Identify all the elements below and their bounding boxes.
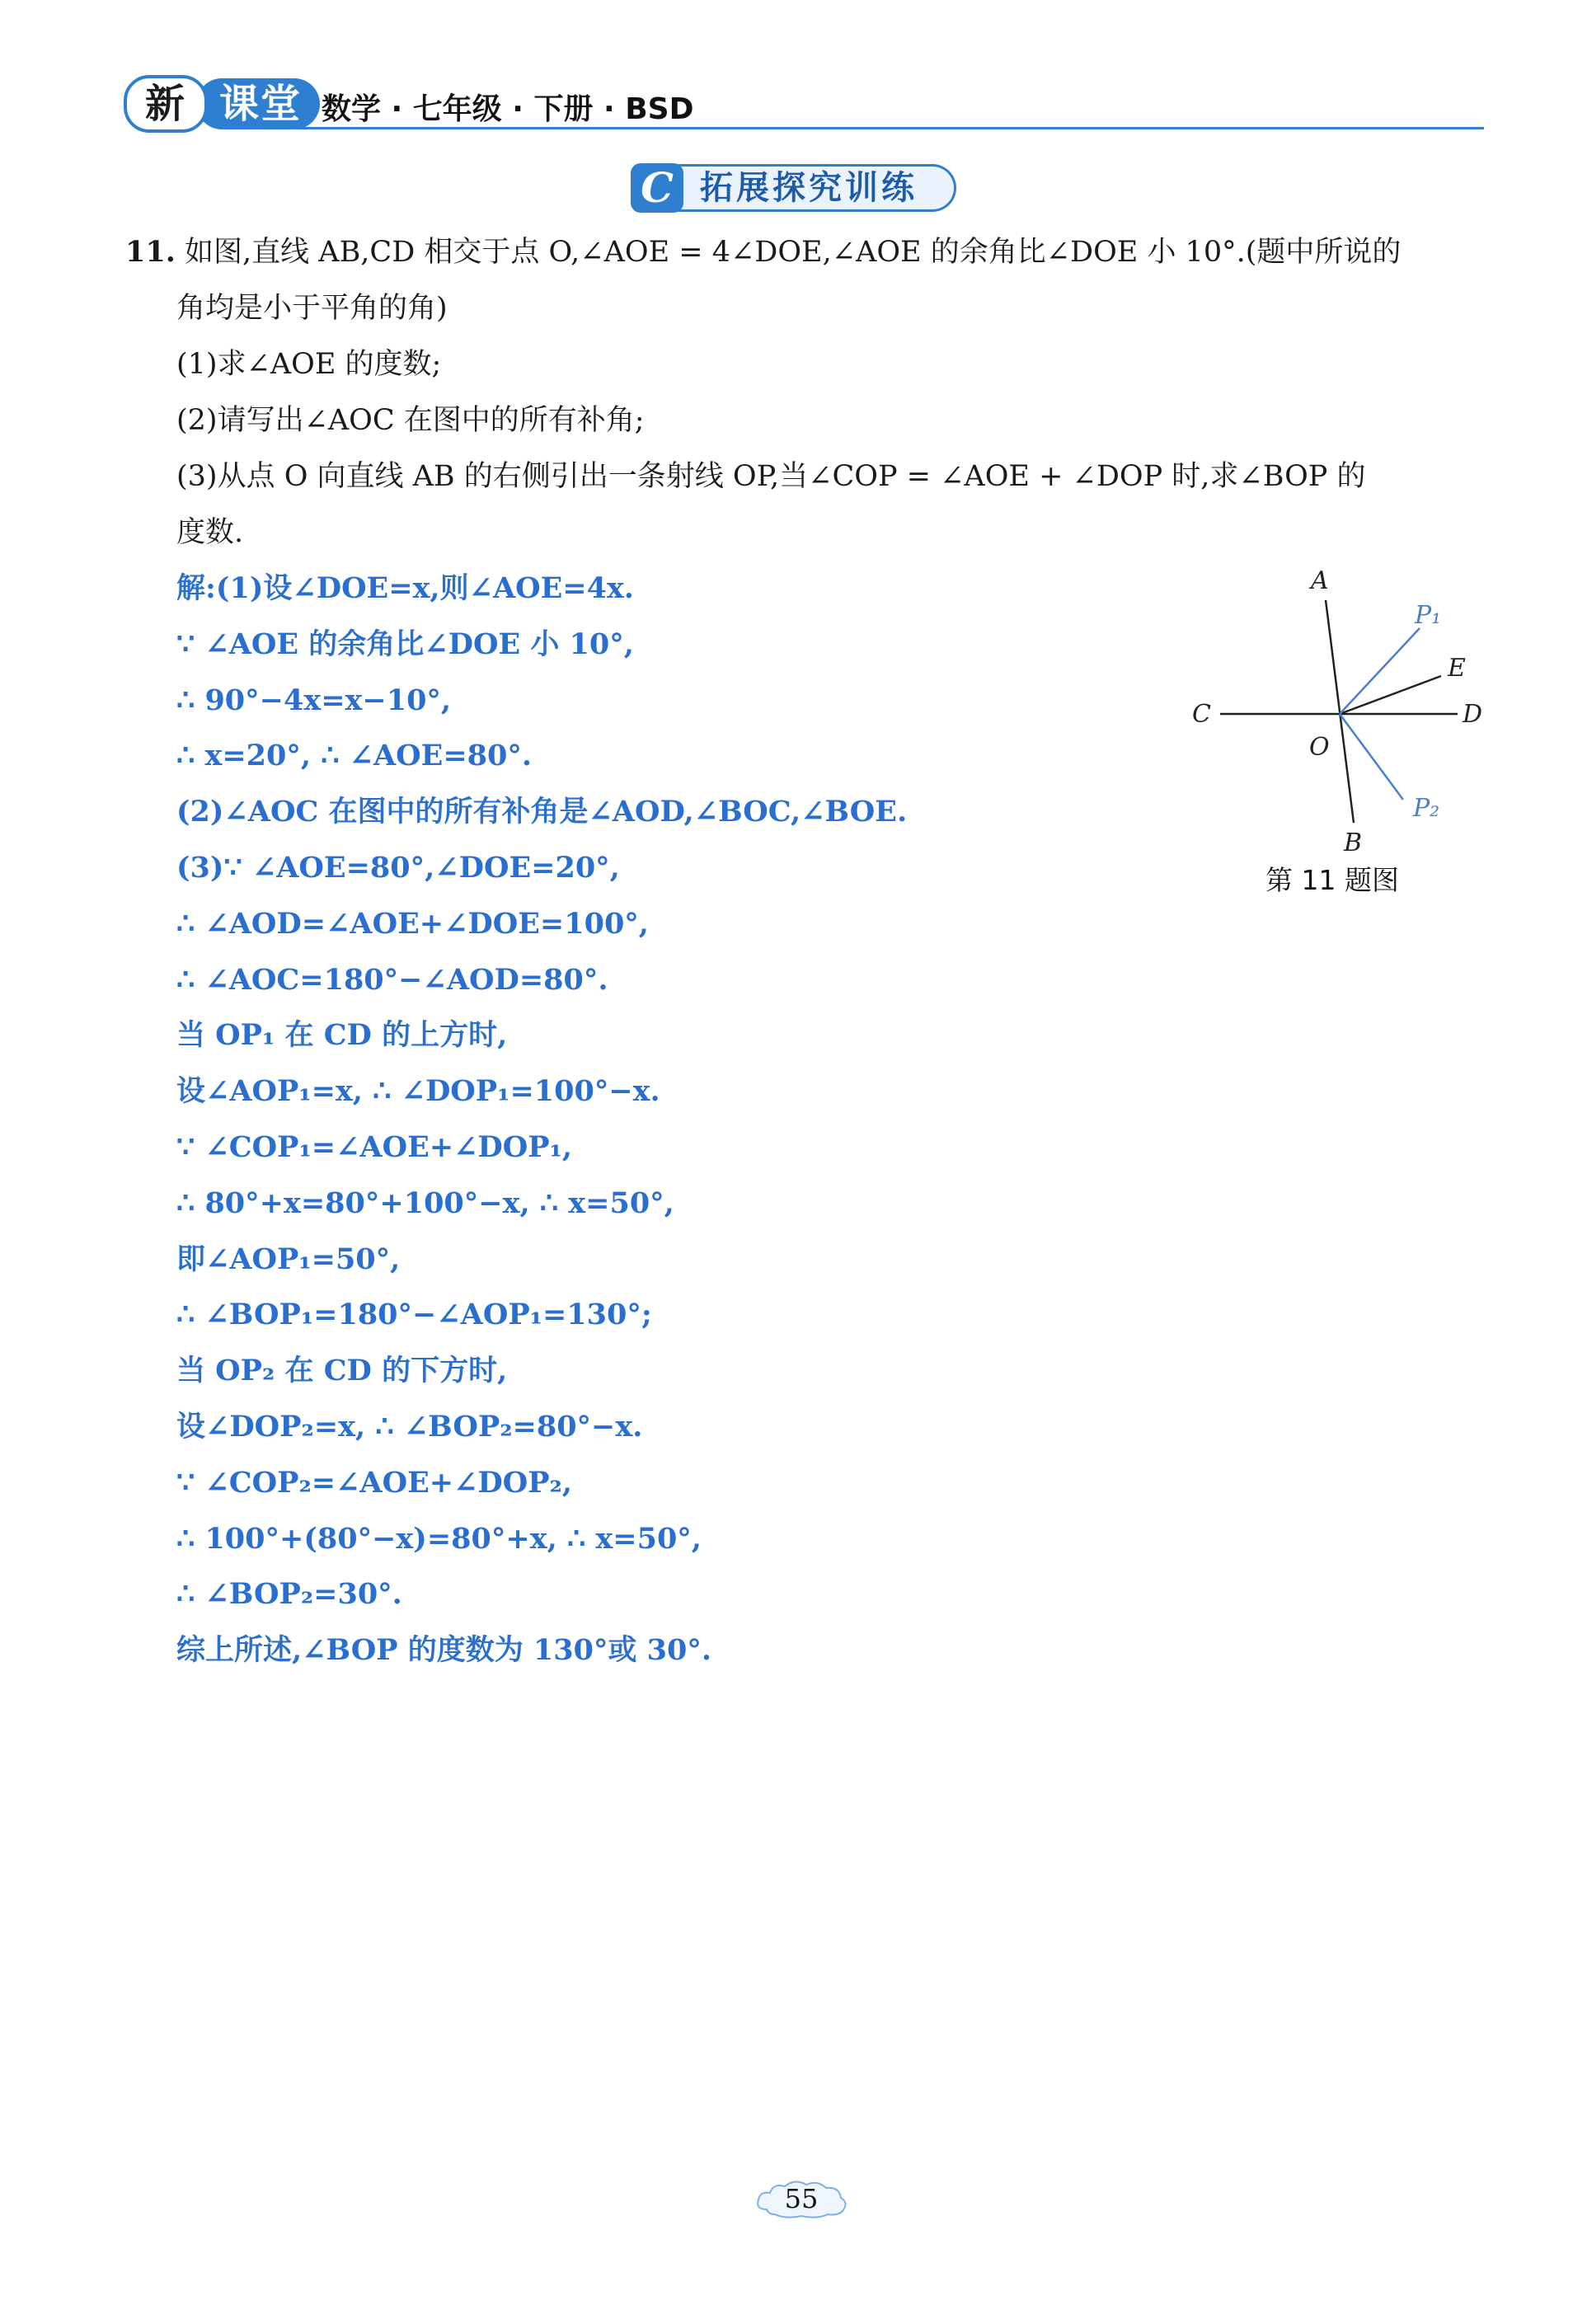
label-d: D — [1463, 700, 1483, 729]
brand-logo — [124, 71, 320, 137]
problem-part-3: (3)从点 O 向直线 AB 的右侧引出一条射线 OP,当∠COP = ∠AOE + ∠DOP 时,求∠BOP 的 — [176, 460, 1366, 493]
header-divider — [297, 127, 1484, 129]
solution-line: 即∠AOP₁=50°, — [176, 1242, 401, 1276]
solution-line: ∴ ∠BOP₂=30°. — [176, 1577, 402, 1612]
solution-line: ∴ 90°−4x=x−10°, — [176, 683, 452, 717]
figure-caption: 第 11 题图 — [1265, 864, 1399, 896]
solution-line: ∴ x=20°, ∴ ∠AOE=80°. — [176, 739, 533, 773]
section-letter-badge: C — [631, 163, 683, 213]
solution-block — [176, 561, 1083, 1678]
solution-line: ∴ ∠AOC=180°−∠AOD=80°. — [176, 962, 608, 997]
solution-line: (2)∠AOC 在图中的所有补角是∠AOD,∠BOC,∠BOE. — [176, 795, 908, 829]
problem-line: 度数. — [176, 516, 244, 549]
page-number-badge — [752, 2176, 851, 2223]
solution-line: 当 OP₁ 在 CD 的上方时, — [176, 1018, 508, 1053]
problem-number: 11. — [125, 235, 176, 269]
solution-line: ∴ 80°+x=80°+100°−x, ∴ x=50°, — [176, 1185, 674, 1220]
label-b: B — [1344, 829, 1363, 857]
ray-oe — [1340, 676, 1441, 714]
problem-line: 角均是小于平角的角) — [176, 292, 448, 325]
page-number: 55 — [784, 2183, 819, 2214]
label-a: A — [1311, 566, 1329, 595]
problem-statement — [125, 224, 1486, 561]
problem-line — [125, 224, 1486, 280]
geometry-figure — [1179, 561, 1492, 915]
ray-op1 — [1340, 628, 1420, 714]
brand-first-char: 新 — [124, 75, 208, 133]
section-title: 拓展探究训练 — [678, 164, 956, 212]
section-banner — [631, 162, 956, 214]
solution-line: ∴ ∠AOD=∠AOE+∠DOE=100°, — [176, 906, 649, 941]
label-o: O — [1309, 733, 1330, 762]
solution-line: 解:(1)设∠DOE=x,则∠AOE=4x. — [176, 571, 634, 605]
solution-line: ∴ ∠BOP₁=180°−∠AOP₁=130°; — [176, 1298, 652, 1332]
solution-line: ∵ ∠COP₁=∠AOE+∠DOP₁, — [176, 1129, 573, 1164]
brand-rest-chars: 课堂 — [196, 78, 320, 129]
solution-line: 设∠DOP₂=x, ∴ ∠BOP₂=80°−x. — [176, 1409, 643, 1444]
problem-text: 如图,直线 AB,CD 相交于点 O,∠AOE = 4∠DOE,∠AOE 的余角比∠DOE 小 10°.(题中所说的 — [185, 236, 1402, 269]
solution-line: 当 OP₂ 在 CD 的下方时, — [176, 1354, 508, 1388]
solution-line: ∴ 100°+(80°−x)=80°+x, ∴ x=50°, — [176, 1521, 702, 1556]
problem-part-1: (1)求∠AOE 的度数; — [176, 348, 442, 381]
label-p2: P₂ — [1413, 794, 1440, 823]
label-p1: P₁ — [1415, 601, 1442, 630]
label-e: E — [1448, 654, 1466, 683]
line-ab — [1326, 600, 1354, 823]
label-c: C — [1192, 700, 1211, 729]
solution-line: 综上所述,∠BOP 的度数为 130°或 30°. — [176, 1633, 712, 1668]
solution-line: (3)∵ ∠AOE=80°,∠DOE=20°, — [176, 850, 620, 885]
solution-line: ∵ ∠AOE 的余角比∠DOE 小 10°, — [176, 627, 634, 661]
book-subject: 数学 · 七年级 · 下册 · BSD — [322, 92, 694, 126]
solution-line: 设∠AOP₁=x, ∴ ∠DOP₁=100°−x. — [176, 1074, 660, 1109]
solution-line: ∵ ∠COP₂=∠AOE+∠DOP₂, — [176, 1465, 573, 1500]
page-header — [124, 71, 1484, 137]
problem-part-2: (2)请写出∠AOC 在图中的所有补角; — [176, 404, 645, 437]
figure-diagram — [1179, 561, 1492, 857]
